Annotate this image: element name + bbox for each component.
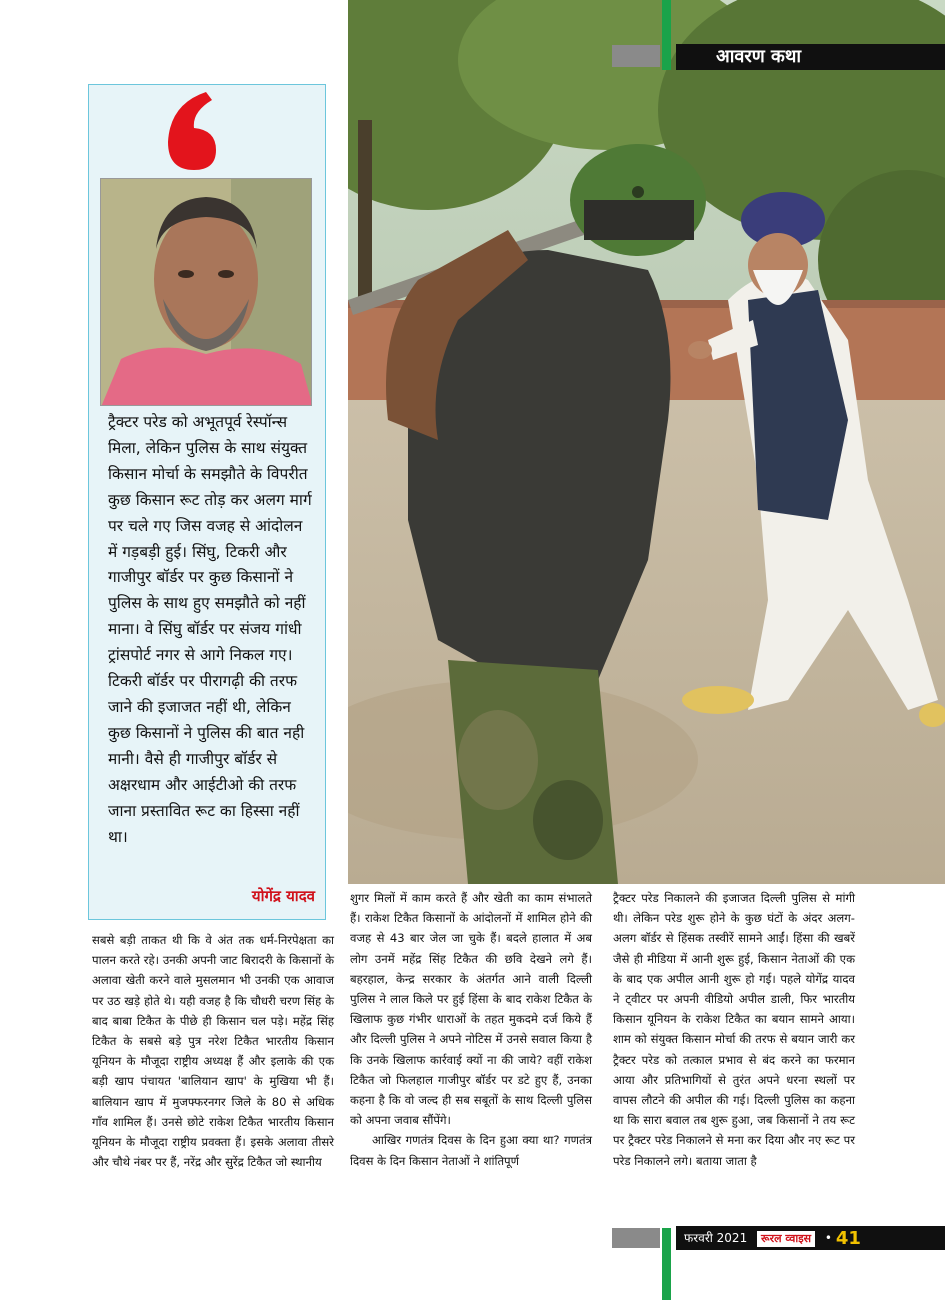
page-number: 41 xyxy=(835,1228,861,1249)
article-paragraph: आखिर गणतंत्र दिवस के दिन हुआ क्या था? गणतंत्र दिवस के दिन किसान नेताओं ने शांतिपूर्ण xyxy=(350,1133,592,1168)
article-paragraph: सबसे बड़ी ताकत थी कि वे अंत तक धर्म-निरपेक्षता का पालन करते रहे। उनकी अपनी जाट बिरादरी के किसानों के अलावा खेती करने वाले मुसलमान भी उनकी एक आवाज पर उठ खड़े होते थे। यही वजह है कि चौधरी चरण सिंह के बाद बाबा टिकैत के पीछे ही किसान चल पड़े। महेंद्र सिंह टिकैत के सबसे बड़े पुत्र नरेश टिकैत भारतीय किसान यूनियन के मौजूदा राष्ट्रीय अध्यक्ष हैं और इलाके की एक बड़ी खाप पंचायत 'बालियान खाप' के मुखिया भी हैं। बालियान खाप में मुजफ्फरनगर जिले के 80 से अधिक गाँव शामिल हैं। उनसे छोटे राकेश टिकैत भारतीय किसान यूनियन के मौजूदा राष्ट्रीय प्रवक्ता हैं। इसके अलावा तीसरे और चौथे नंबर पर हैं, नरेंद्र और सुरेंद्र टिकैत जो स्थानीय xyxy=(92,933,334,1170)
footer-gray-block xyxy=(612,1228,660,1248)
footer-green-bar xyxy=(662,1228,671,1300)
article-column-3 xyxy=(613,888,855,1171)
section-header-gray-block xyxy=(612,45,660,67)
publication-logo: रूरल व्वाइस xyxy=(757,1231,815,1247)
issue-month: फरवरी 2021 xyxy=(684,1231,748,1245)
article-column-2 xyxy=(350,888,592,1171)
section-header-green-bar xyxy=(662,0,671,70)
footer-bar xyxy=(676,1226,945,1250)
section-label: आवरण कथा xyxy=(676,44,945,70)
article-paragraph: ट्रैक्टर परेड निकालने की इजाजत दिल्ली पुलिस से मांगी थी। लेकिन परेड शुरू होने के कुछ घंटों के अंदर अलग-अलग बॉर्डर से हिंसक तस्वीरें सामने आईं। हिंसा की खबरें जैसे ही मीडिया में आनी शुरू हुई, किसान नेताओं की एक के बाद एक अपील आनी शुरू हो गई। पहले योगेंद्र यादव ने ट्वीटर पर अपनी वीडियो अपील डाली, फिर भारतीय किसान यूनियन के राकेश टिकैत का बयान सामने आया। शाम को संयुक्त किसान मोर्चा की तरफ से बयान जारी कर ट्रैक्टर परेड को तत्काल प्रभाव से बंद करने का फरमान आया और प्रतिभागियों से तुरंत अपने धरना स्थलों पर वापस लौटने की अपील की गई। दिल्ली पुलिस का कहना था कि सारा बवाल तब शुरू हुआ, जब किसानों ने तय रूट पर ट्रैक्टर परेड निकालने से मना कर दिया और नए रूट पर परेड निकालने लगे। बताया जाता है xyxy=(613,891,855,1168)
article-column-1 xyxy=(92,930,334,1172)
pull-quote-author: योगेंद्र यादव xyxy=(251,887,315,905)
footer-separator: • xyxy=(824,1231,832,1245)
opening-quote-mark-icon xyxy=(162,90,222,174)
pull-quote-text: ट्रैक्टर परेड को अभूतपूर्व रेस्पॉन्स मिला, लेकिन पुलिस के साथ संयुक्त किसान मोर्चा के समझौते के विपरीत कुछ किसान रूट तोड़ कर अलग मार्ग पर चले गए जिस वजह से आंदोलन में गड़बड़ी हुई। सिंघु, टिकरी और गाजीपुर बॉर्डर पर कुछ किसानों ने पुलिस के साथ हुए समझौते को नहीं माना। वे सिंघु बॉर्डर पर संजय गांधी ट्रांसपोर्ट नगर से आगे निकल गए। टिकरी बॉर्डर पर पीरागढ़ी की तरफ जाने की इजाजत नहीं थी, लेकिन कुछ किसानों ने पुलिस की बात नही मानी। वैसे ही गाजीपुर बॉर्डर से अक्षरधाम और आईटीओ की तरफ जाना प्रस्तावित रूट का हिस्सा नहीं था। xyxy=(108,413,312,846)
article-paragraph: शुगर मिलों में काम करते हैं और खेती का काम संभालते हैं। राकेश टिकैत किसानों के आंदोलनों में शामिल होने की वजह से 43 बार जेल जा चुके हैं। बदले हालात में अब लोग उनमें महेंद्र सिंह टिकैत की छवि देखने लगे हैं। बहरहाल, केन्द्र सरकार के अंतर्गत आने वाली दिल्ली पुलिस ने लाल किले पर हुई हिंसा के बाद राकेश टिकैत के खिलाफ कुछ गंभीर धाराओं के तहत मुकदमे दर्ज किये हैं और दिल्ली पुलिस ने अपने नोटिस में उनसे सवाल किया है कि उनके खिलाफ कार्रवाई क्यों ना की जाये? वहीं राकेश टिकैत जो फिलहाल गाजीपुर बॉर्डर पर डटे हुए हैं, उनका कहना है कि वो जल्द ही सब सबूतों के साथ दिल्ली पुलिस को अपना जवाब सौंपेंगे। xyxy=(350,891,592,1128)
author-portrait xyxy=(100,178,312,406)
protest-photo xyxy=(348,0,945,884)
